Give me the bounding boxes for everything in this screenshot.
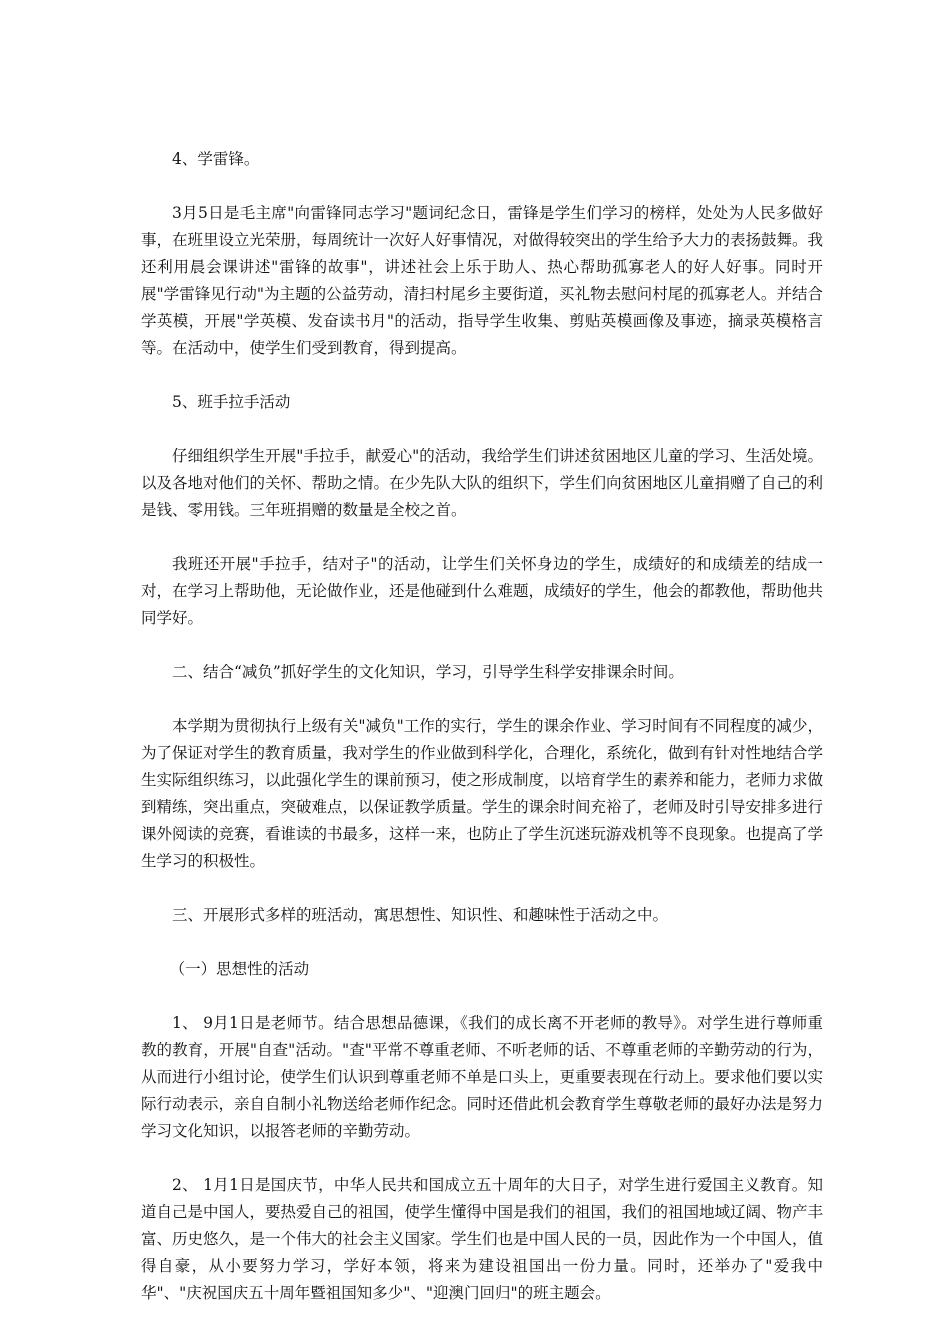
section-heading-learn-leifeng: 4、学雷锋。 [172, 150, 260, 168]
paragraph-teachers-day: 1、 9月1日是老师节。结合思想品德课，《我们的成长离不开老师的教导》。对学生进行尊师重教的教育，开展"自查"活动。"查"平常不尊重老师、不听老师的话、不尊重老师的辛勤劳动的行为，从而进行小组讨论，使学生们认识到尊重老师不单是口头上，更重要表现在行动上。要求他们要以实际行动表示，亲自自制小礼物送给老师作纪念。同时还借此机会教育学生尊敬老师的最好办法是努力学习文化知识，以报答老师的辛勤劳动。 [141, 1014, 824, 1140]
document-body [141, 146, 823, 1334]
paragraph-leifeng: 3月5日是毛主席"向雷锋同志学习"题词纪念日，雷锋是学生们学习的榜样，处处为人民多做好事，在班里设立光荣册，每周统计一次好人好事情况，对做得较突出的学生给予大力的表扬鼓舞。我还利用晨会课讲述"雷锋的故事"，讲述社会上乐于助人、热心帮助孤寡老人的好人好事。同时开展"学雷锋见行动"为主题的公益劳动，清扫村尾乡主要街道，买礼物去慰问村尾的孤寡老人。并结合学英模，开展"学英模、发奋读书月"的活动，指导学生收集、剪贴英模画像及事迹，摘录英模格言等。在活动中，使学生们受到教育，得到提高。 [141, 204, 824, 357]
paragraph-national-day: 2、 1月1日是国庆节，中华人民共和国成立五十周年的大日子，对学生进行爱国主义教育。知道自己是中国人，要热爱自己的祖国，使学生懂得中国是我们的祖国，我们的祖国地域辽阔、物产丰富、历史悠久，是一个伟大的社会主义国家。学生们也是中国人民的一员，因此作为一个中国人，值得自豪，从小要努力学习，学好本领，将来为建设祖国出一份力量。同时，还举办了"爱我中华"、"庆祝国庆五十周年暨祖国知多少"、"迎澳门回归"的班主题会。 [141, 1176, 824, 1302]
subsection-heading-ideological: （一）思想性的活动 [169, 960, 310, 978]
section-heading-hand-in-hand: 5、班手拉手活动 [172, 393, 291, 411]
paragraph-burden-reduction: 本学期为贯彻执行上级有关"减负"工作的实行，学生的课余作业、学习时间有不同程度的减少，为了保证对学生的教育质量，我对学生的作业做到科学化，合理化，系统化，做到有针对性地结合学生实际组织练习，以此强化学生的课前预习，使之形成制度，以培育学生的素养和能力，老师力求做到精练，突出重点，突破难点，以保证教学质量。学生的课余时间充裕了，老师及时引导安排多进行课外阅读的竞赛，看谁读的书最多，这样一来，也防止了学生沉迷玩游戏机等不良现象。也提高了学生学习的积极性。 [141, 717, 824, 870]
paragraph-pairing: 我班还开展"手拉手，结对子"的活动，让学生们关怀身边的学生，成绩好的和成绩差的结成一对，在学习上帮助他，无论做作业，还是他碰到什么难题，成绩好的学生，他会的都教他，帮助他共同学好。 [141, 555, 824, 627]
section-heading-class-activities: 三、开展形式多样的班活动，寓思想性、知识性、和趣味性于活动之中。 [172, 906, 669, 924]
section-heading-burden-reduction: 二、结合“减负”抓好学生的文化知识，学习，引导学生科学安排课余时间。 [172, 663, 684, 681]
paragraph-donation: 仔细组织学生开展"手拉手，献爱心"的活动，我给学生们讲述贫困地区儿童的学习、生活处境。以及各地对他们的关怀、帮助之情。在少先队大队的组织下，学生们向贫困地区儿童捐赠了自己的利是钱、零用钱。三年班捐赠的数量是全校之首。 [141, 447, 824, 519]
